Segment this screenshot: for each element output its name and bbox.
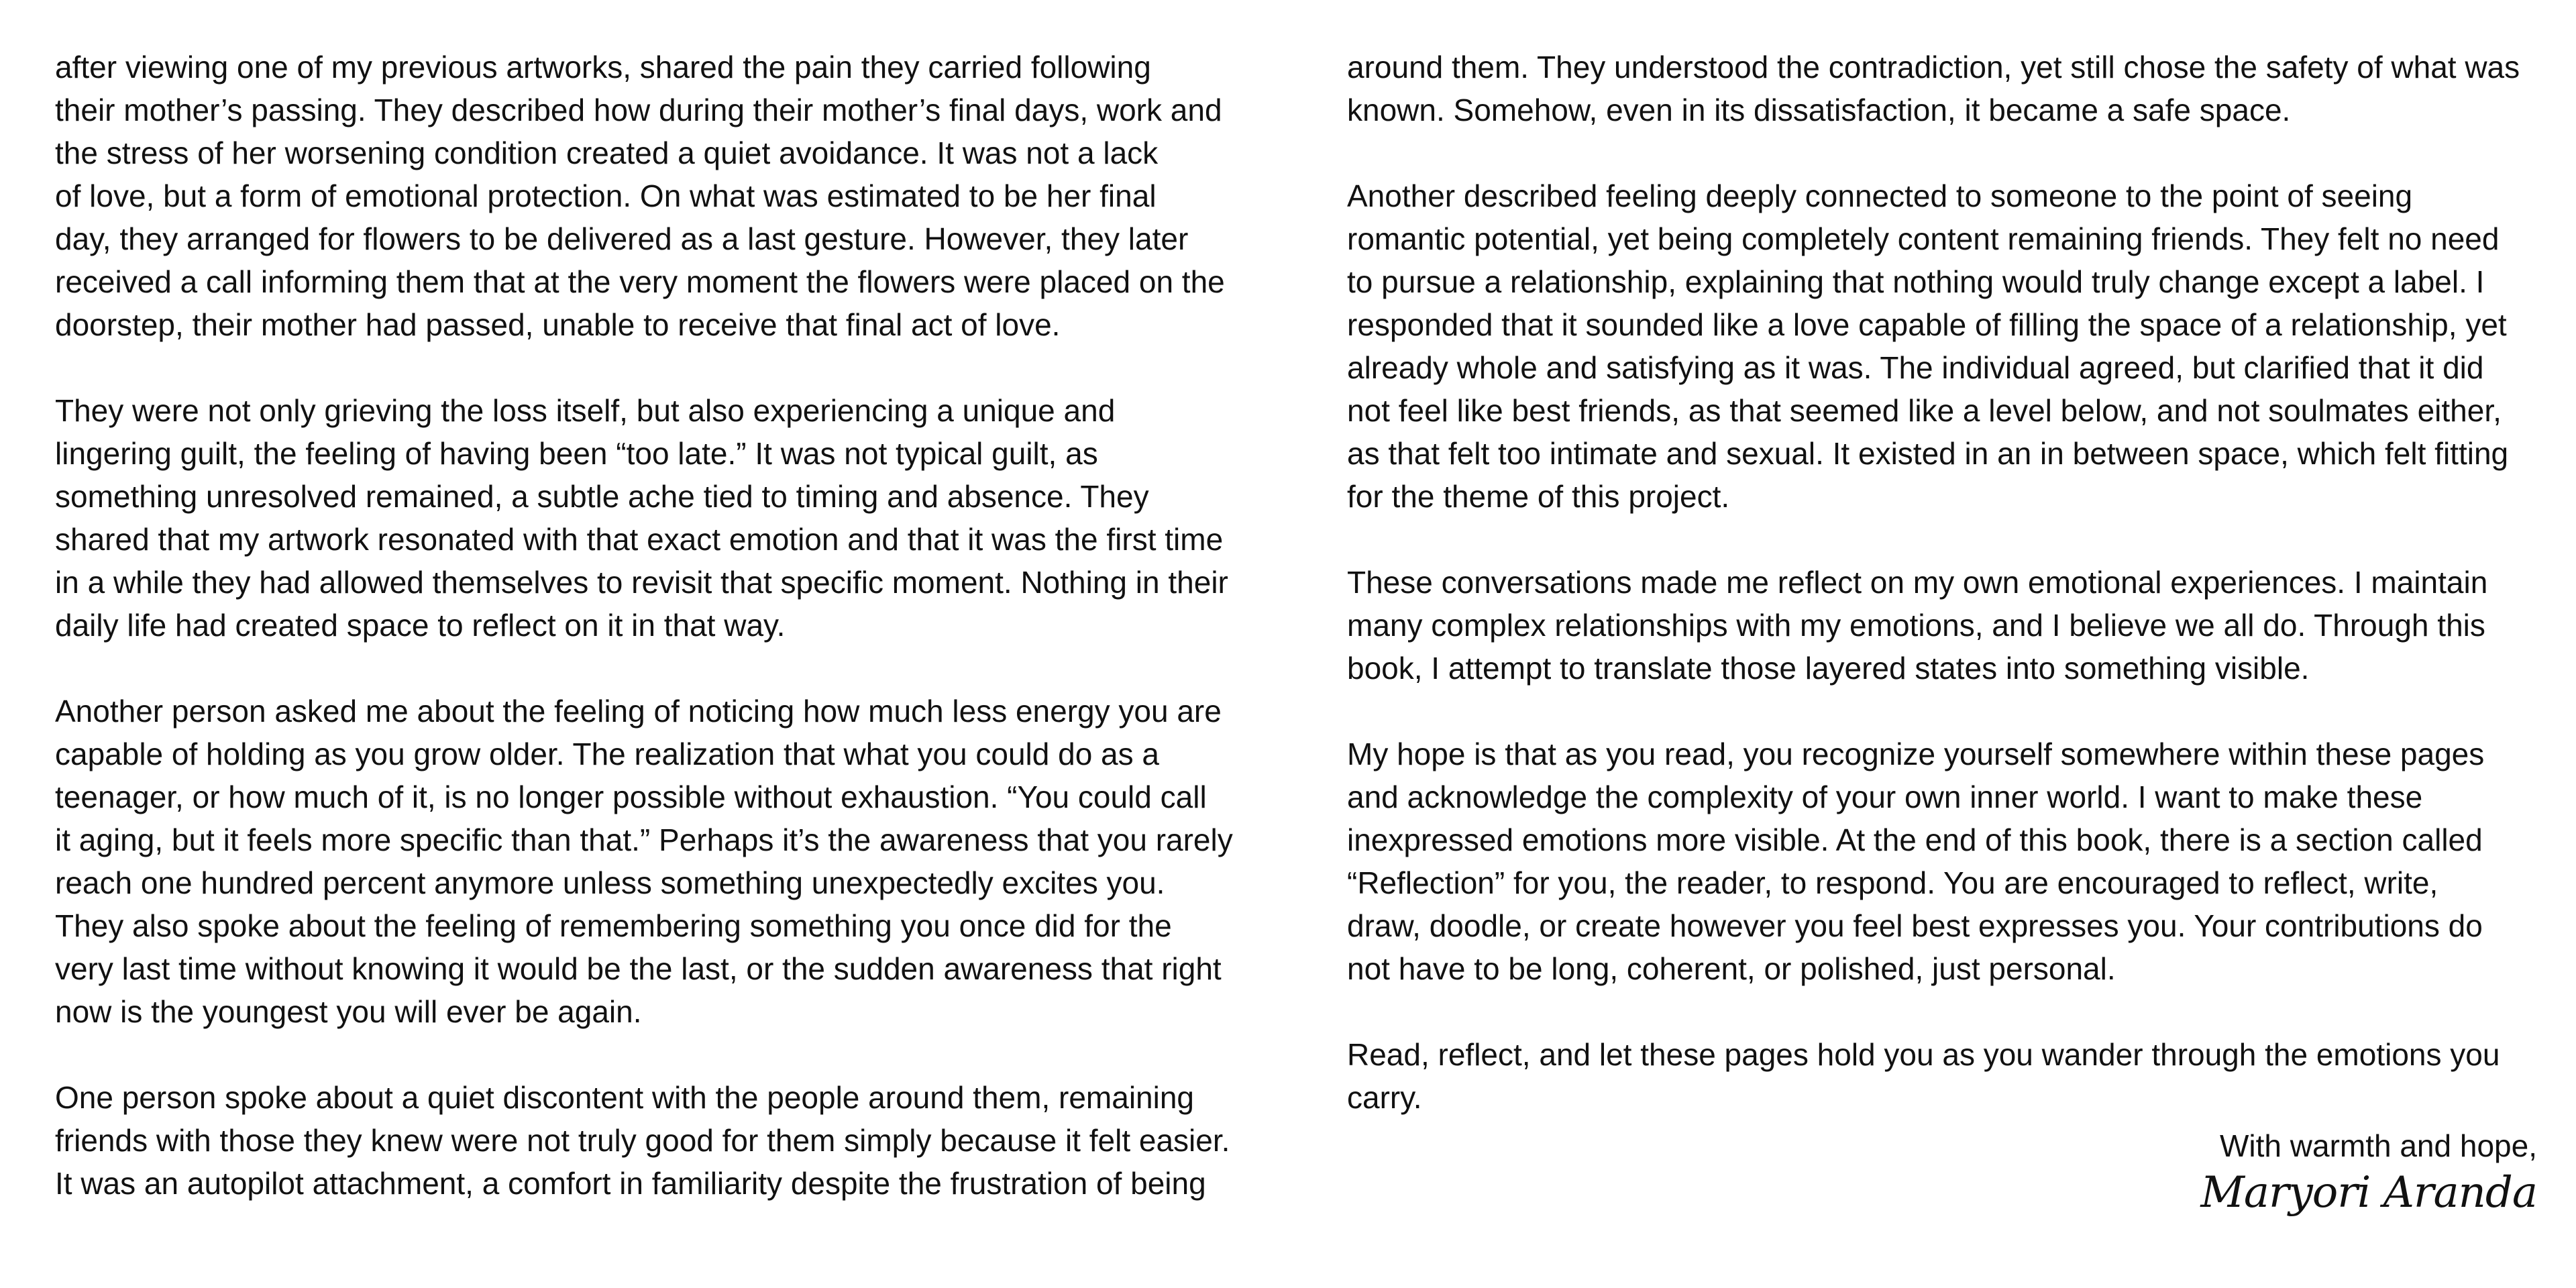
right-paragraph-1: around them. They understood the contradiction, yet still chose the safety of what was known. Somehow, even in its dissatisfaction, it became a safe space. [1347,50,2520,127]
left-paragraph-3: Another person asked me about the feeling of noticing how much less energy you are capable of holding as you grow older. The realization that what you could do as a teenager, or how much of it, is no longer possible without exhaustion. “You could call it aging, but it feels more specific than that.” Perhaps it’s the awareness that you rarely reach one hundred percent anymore unless something unexpectedly excites you. They also spoke about the feeling of remembering something you once did for the very last time without knowing it would be the last, or the sudden awareness that right now is the youngest you will ever be again. [55,694,1233,1029]
right-paragraph-2: Another described feeling deeply connected to someone to the point of seeing romantic potential, yet being completely content remaining friends. They felt no need to pursue a relationship, explaining that nothing would truly change except a label. I responded that it sounded like a love capable of filling the space of a relationship, yet already whole and satisfying as it was. The individual agreed, but clarified that it did not feel like best friends, as that seemed like a level below, and not soulmates either, as that felt too intimate and sexual. It existed in an in between space, which felt fitting for the theme of this project. [1347,178,2509,514]
left-page [55,46,1263,1205]
right-paragraph-3: These conversations made me reflect on my own emotional experiences. I maintain many complex relationships with my emotions, and I believe we all do. Through this book, I attempt to translate those layered states into something visible. [1347,565,2488,686]
left-paragraph-2: They were not only grieving the loss itself, but also experiencing a unique and lingering guilt, the feeling of having been “too late.” It was not typical guilt, as something unresolved remained, a subtle ache tied to timing and absence. They shared that my artwork resonated with that exact emotion and that it was the first time in a while they had allowed themselves to revisit that specific moment. Nothing in their daily life had created space to reflect on it in that way. [55,393,1228,643]
right-paragraph-4: My hope is that as you read, you recognize yourself somewhere within these pages and acknowledge the complexity of your own inner world. I want to make these inexpressed emotions more visible. At the end of this book, there is a section called “Reflection” for you, the reader, to respond. You are encouraged to reflect, write, draw, doodle, or create however you feel best expresses you. Your contributions do not have to be long, coherent, or polished, just personal. [1347,737,2485,986]
closing-line: With warmth and hope, [2219,1128,2537,1163]
left-paragraph-1: after viewing one of my previous artworks, shared the pain they carried following their mother’s passing. They described how during their mother’s final days, work and the stress of her worsening condition created a quiet avoidance. It was not a lack of love, but a form of emotional protection. On what was estimated to be her final day, they arranged for flowers to be delivered as a last gesture. However, they later received a call informing them that at the very moment the flowers were placed on the doorstep, their mother had passed, unable to receive that final act of love. [55,50,1225,342]
author-signature: Maryori Aranda [2200,1168,2537,1218]
right-paragraph-5: Read, reflect, and let these pages hold you as you wander through the emotions you carry. [1347,1037,2500,1115]
right-page [1347,46,2555,1119]
left-paragraph-4: One person spoke about a quiet discontent with the people around them, remaining friends with those they knew were not truly good for them simply because it felt easier. It was an autopilot attachment, a comfort in familiarity despite the frustration of being [55,1080,1230,1201]
signoff-block [2200,1124,2537,1217]
